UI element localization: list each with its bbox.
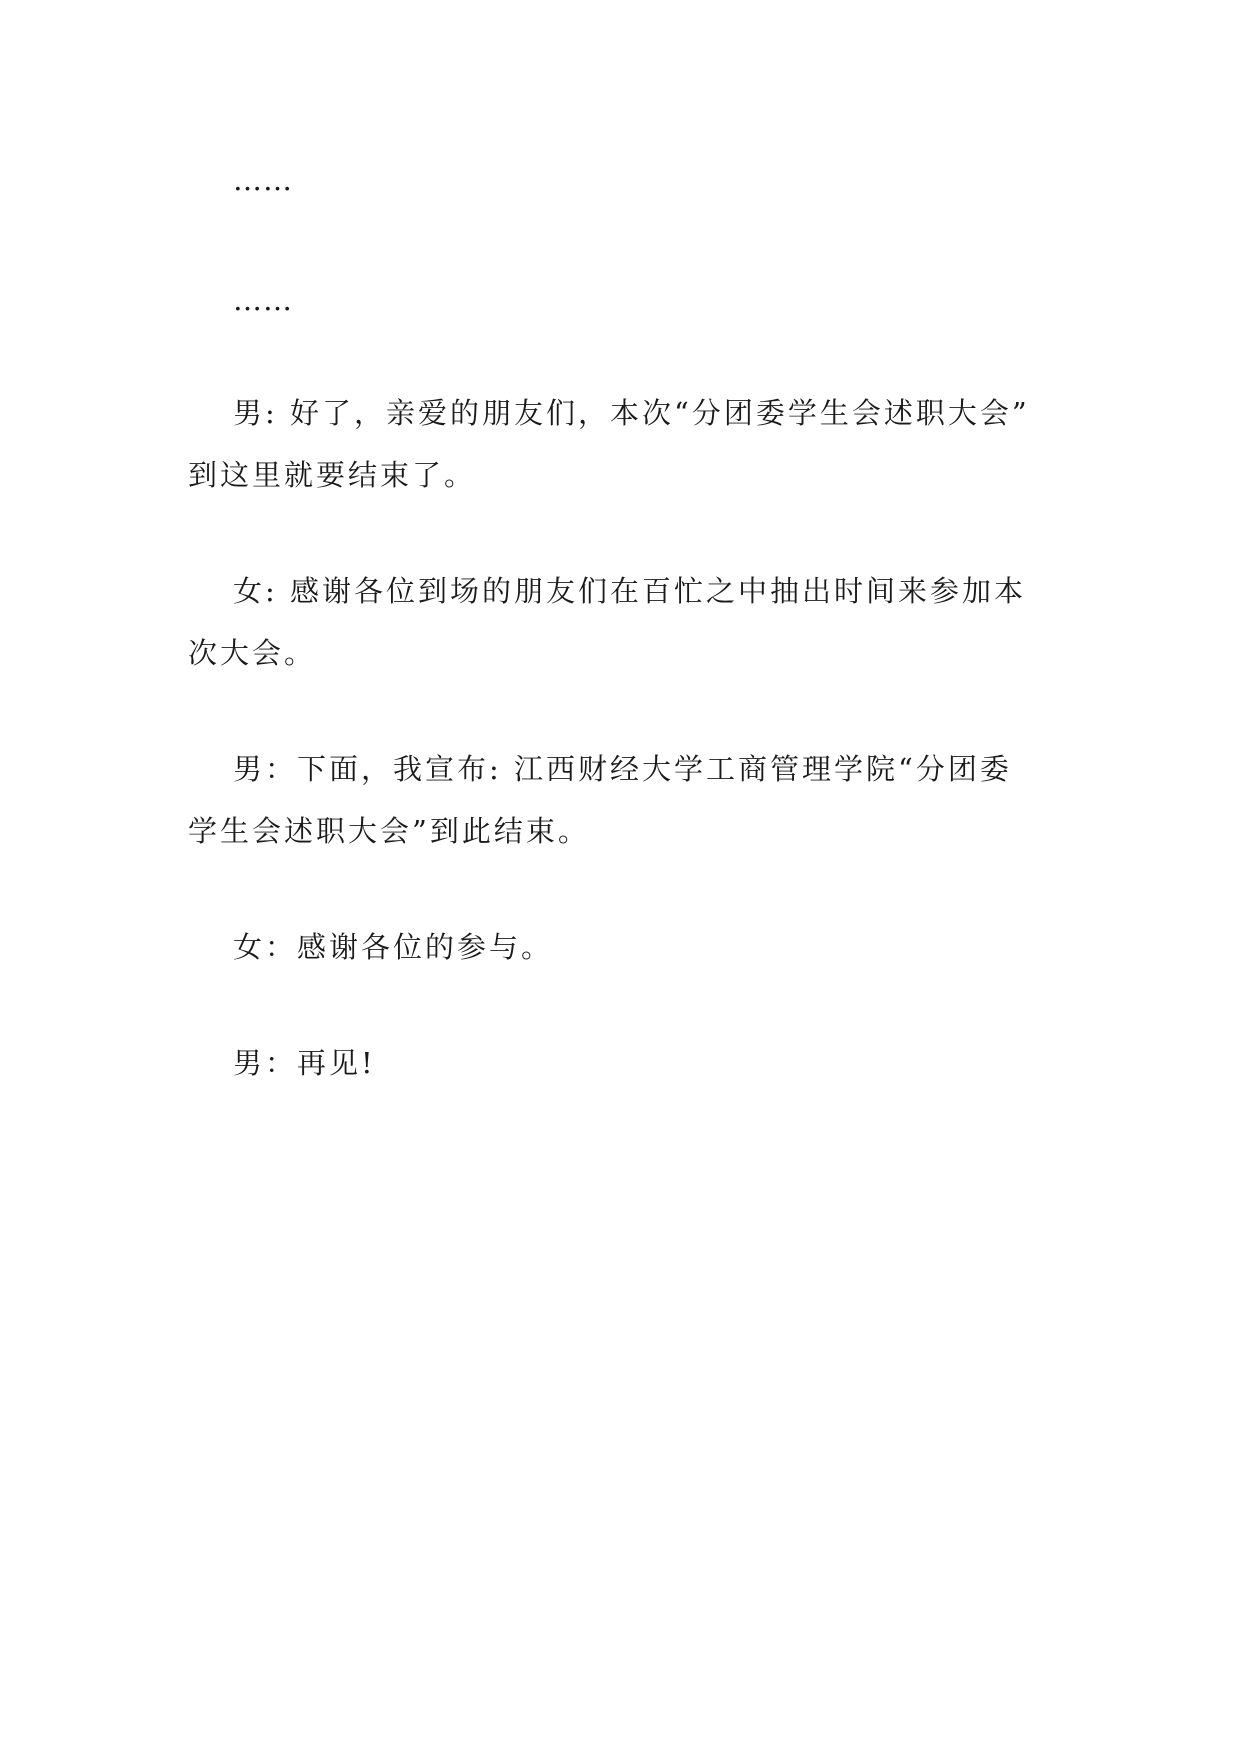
paragraph-line: 到这里就要结束了。	[188, 458, 477, 492]
paragraph-declaration-end	[188, 738, 1060, 862]
paragraph-line: 男：下面，我宣布: 江西财经大学工商管理学院“分团委	[233, 752, 1012, 786]
ellipsis-marker: ……	[233, 283, 293, 317]
paragraph-line: 次大会。	[188, 636, 317, 670]
paragraph-goodbye	[188, 1032, 1060, 1094]
paragraph-thanks-participation	[188, 916, 1060, 978]
paragraph-line: 男: 好了，亲爱的朋友们，本次“分团委学生会述职大会”	[233, 396, 1030, 430]
paragraph-line: 男：再见!	[233, 1046, 376, 1080]
paragraph-line: 学生会述职大会”到此结束。	[188, 814, 590, 848]
paragraph-thanks-attendance	[188, 560, 1060, 684]
paragraph-line: 女：感谢各位的参与。	[233, 930, 554, 964]
paragraph-closing-announcement	[188, 382, 1060, 506]
paragraph-line: 女: 感谢各位到场的朋友们在百忙之中抽出时间来参加本	[233, 574, 1026, 608]
ellipsis-marker: ……	[233, 163, 293, 197]
